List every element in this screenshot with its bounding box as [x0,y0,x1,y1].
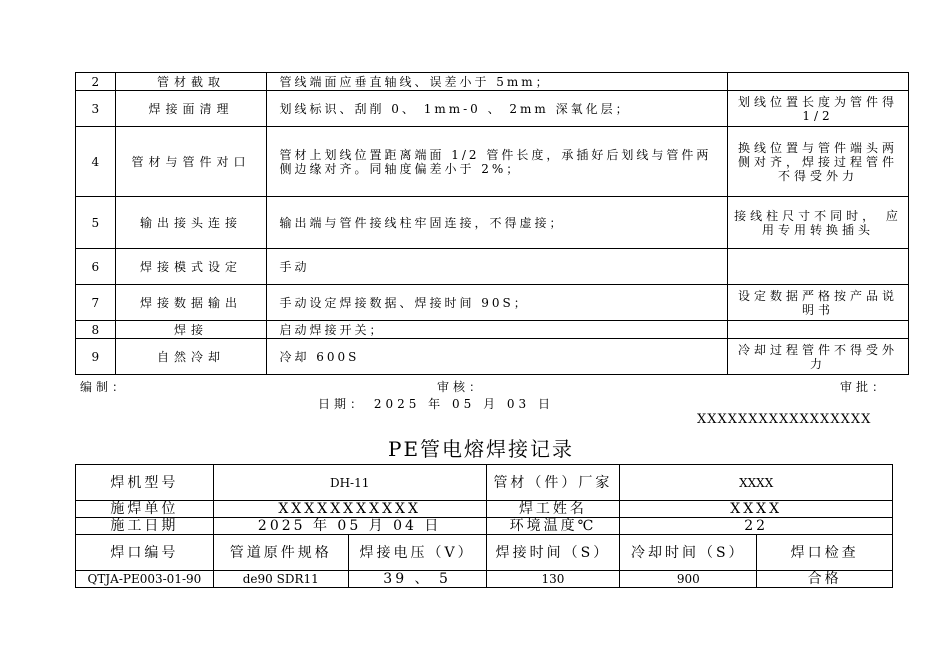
pipe-maker-value: XXXX [620,465,893,501]
pipe-maker-label: 管材（件）厂家 [486,465,620,501]
col-joint-number: 焊口编号 [76,535,214,571]
step-note: 接线柱尺寸不同时， 应用专用转换插头 [728,197,909,249]
unit-label: 施焊单位 [76,501,214,518]
table-row [76,127,909,197]
welding-record-table [75,464,893,588]
step-name: 焊接数据输出 [115,285,267,321]
temp-label: 环境温度℃ [486,518,620,535]
reviewer-label: 审核： [437,380,486,394]
table-row [76,91,909,127]
step-name: 焊接面清理 [115,91,267,127]
step-description: 冷却 600S [267,339,728,375]
table-row [76,501,893,518]
step-number: 4 [76,127,116,197]
step-name: 焊接模式设定 [115,249,267,285]
table-row [76,73,909,91]
step-note: 设定数据严格按产品说明书 [728,285,909,321]
table-row [76,249,909,285]
welder-label: 焊工姓名 [486,501,620,518]
step-number: 8 [76,321,116,339]
step-name: 管材与管件对口 [115,127,267,197]
step-name: 自然冷却 [115,339,267,375]
col-pipe-spec: 管道原件规格 [213,535,348,571]
process-table [75,72,909,375]
table-header-row [76,535,893,571]
col-joint-check: 焊口检查 [757,535,893,571]
date-label: 施工日期 [76,518,214,535]
col-weld-voltage: 焊接电压（V） [348,535,486,571]
approver-label: 审批： [840,380,889,394]
col-weld-time: 焊接时间（S） [486,535,620,571]
table-row [76,197,909,249]
step-description: 手动设定焊接数据、焊接时间 90S； [267,285,728,321]
step-description: 手动 [267,249,728,285]
machine-model-value: DH-11 [213,465,486,501]
temp-value: 22 [620,518,893,535]
document-code: XXXXXXXXXXXXXXXXX [697,412,872,427]
machine-model-label: 焊机型号 [76,465,214,501]
weld-time: 130 [486,571,620,588]
table-row [76,465,893,501]
step-description: 管材上划线位置距离端面 1/2 管件长度，承插好后划线与管件两侧边缘对齐。同轴度偏差小于 2%； [267,127,728,197]
table-row [76,518,893,535]
step-note: 冷却过程管件不得受外力 [728,339,909,375]
table-row [76,571,893,588]
sign-date: 日期： 2025 年 05 月 03 日 [318,397,554,411]
step-note: 换线位置与管件端头两侧对齐，焊接过程管件不得受外力 [728,127,909,197]
table-row [76,321,909,339]
joint-number: QTJA-PE003-01-90 [76,571,214,588]
date-value: 2025 年 05 月 04 日 [213,518,486,535]
step-name: 输出接头连接 [115,197,267,249]
record-title: PE管电熔焊接记录 [388,437,575,461]
weld-voltage: 39 、 5 [348,571,486,588]
col-cool-time: 冷却时间（S） [620,535,757,571]
pipe-spec: de90 SDR11 [213,571,348,588]
step-number: 2 [76,73,116,91]
step-number: 3 [76,91,116,127]
step-number: 5 [76,197,116,249]
joint-check: 合格 [757,571,893,588]
unit-value: XXXXXXXXXXX [213,501,486,518]
welder-value: XXXX [620,501,893,518]
step-name: 管材截取 [115,73,267,91]
step-description: 划线标识、刮削 0、 1mm-0 、 2mm 深氧化层； [267,91,728,127]
step-number: 9 [76,339,116,375]
compiler-label: 编制： [80,380,129,394]
table-row [76,285,909,321]
process-table-body [76,73,909,375]
cool-time: 900 [620,571,757,588]
step-number: 6 [76,249,116,285]
step-note [728,73,909,91]
step-name: 焊接 [115,321,267,339]
step-note: 划线位置长度为管件得 1/2 [728,91,909,127]
step-description: 输出端与管件接线柱牢固连接，不得虚接； [267,197,728,249]
step-note [728,249,909,285]
step-description: 管线端面应垂直轴线、误差小于 5mm； [267,73,728,91]
step-number: 7 [76,285,116,321]
step-description: 启动焊接开关； [267,321,728,339]
step-note [728,321,909,339]
table-row [76,339,909,375]
